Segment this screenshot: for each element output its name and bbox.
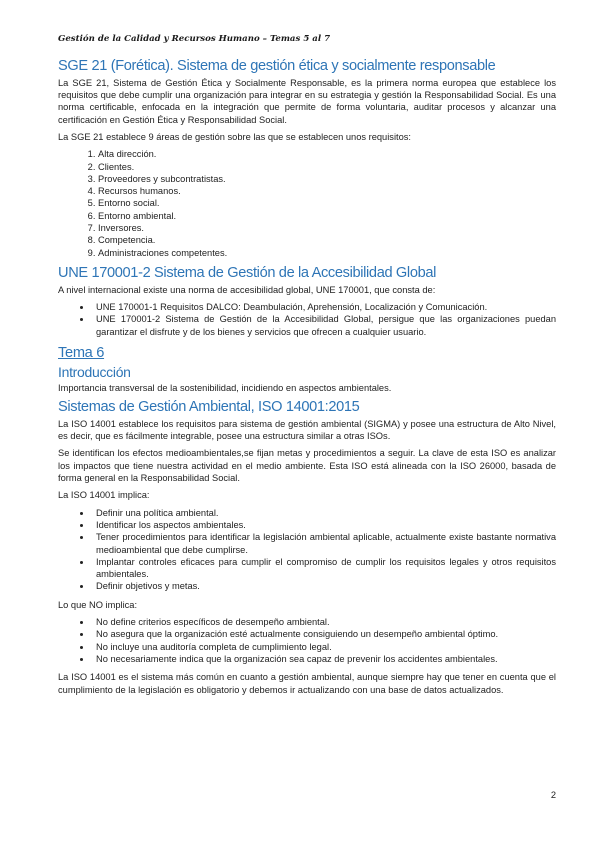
list-item: • No necesariamente indica que la organización sea capaz de prevenir los accidentes ambientales. [92, 653, 556, 665]
une-list [58, 301, 556, 338]
list-item: • Implantar controles eficaces para cumplir el compromiso de cumplir los requisitos legales y otros requisitos ambientales. [92, 556, 556, 581]
list-item: 2. Clientes. [98, 161, 556, 173]
list-item: 1. Alta dirección. [98, 148, 556, 160]
sge21-paragraph-1: La SGE 21, Sistema de Gestión Ética y Socialmente Responsable, es la primera norma europea que establece los requisitos que debe cumplir una organización para integrar en su estrategia y gestión la Responsabilidad Social. Es una norma certificable, enfocada en la integración que permite de forma voluntaria, auditar procesos y alcanzar una certificación en Gestión Ética y Responsabilidad Social. [58, 77, 556, 125]
sge21-areas-list [58, 148, 556, 259]
list-item: 7. Inversores. [98, 222, 556, 234]
tema6-heading: Tema 6 [58, 344, 105, 361]
list-item: • No asegura que la organización esté actualmente consiguiendo un desempeño ambiental óptimo. [92, 628, 556, 640]
list-item: 8. Competencia. [98, 234, 556, 246]
iso-paragraph-3: La ISO 14001 es el sistema más común en cuanto a gestión ambiental, aunque siempre hay que tener en cuenta que el cumplimiento de la legislación es obligatorio y debemos ir actualizando con una base de datos actualizados. [58, 672, 556, 695]
iso-implica-list [58, 507, 556, 593]
iso-heading: Sistemas de Gestión Ambiental, ISO 14001:2015 [58, 399, 360, 416]
list-item: 3. Proveedores y subcontratistas. [98, 173, 556, 185]
sge21-paragraph-2: La SGE 21 establece 9 áreas de gestión sobre las que se establecen unos requisitos: [58, 131, 411, 142]
list-item: 6. Entorno ambiental. [98, 210, 556, 222]
list-item: • Definir objetivos y metas. [92, 580, 556, 592]
running-header: Gestión de la Calidad y Recursos Humano – Temas 5 al 7 [58, 34, 331, 44]
list-item: • Definir una política ambiental. [92, 507, 556, 519]
une-paragraph: A nivel internacional existe una norma de accesibilidad global, UNE 170001, que consta de: [58, 284, 436, 295]
une-heading: UNE 170001-2 Sistema de Gestión de la Accesibilidad Global [58, 264, 437, 281]
iso-paragraph-1: La ISO 14001 establece los requisitos para sistema de gestión ambiental (SIGMA) y posee una estructura de Alto Nivel, es decir, que es fácilmente integrable, posee una estructura similar a otras ISOs. [58, 418, 556, 442]
list-item: • Tener procedimientos para identificar la legislación ambiental aplicable, actualmente existe bastante normativa medioambiental que debe cumplirse. [92, 531, 556, 556]
sge21-heading: SGE 21 (Forética). Sistema de gestión ética y socialmente responsable [58, 58, 496, 74]
iso-implica-label: La ISO 14001 implica: [58, 490, 150, 501]
iso-no-implica-list [58, 616, 556, 665]
list-item: 9. Administraciones competentes. [98, 247, 556, 259]
list-item: • Identificar los aspectos ambientales. [92, 519, 556, 531]
iso-paragraph-2: Se identifican los efectos medioambientales,se fijan metas y procedimientos a seguir. La clave de esta ISO es analizar los impactos que tiene nuestra actividad en el medio ambiente. Esta ISO está alineada con la ISO 26000, basada de forma general en la Responsabilidad Social. [58, 448, 556, 484]
iso-no-implica-label: Lo que NO implica: [58, 599, 138, 610]
list-item: 5. Entorno social. [98, 197, 556, 209]
list-item: • No incluye una auditoría completa de cumplimiento legal. [92, 641, 556, 653]
list-item: • UNE 170001-2 Sistema de Gestión de la Accesibilidad Global, persigue que las organizaciones puedan garantizar el disfrute y de los bienes y servicios que ofrecen a cualquier usuario. [92, 313, 556, 338]
introduccion-paragraph: Importancia transversal de la sostenibilidad, incidiendo en aspectos ambientales. [58, 382, 392, 393]
introduccion-heading: Introducción [58, 363, 131, 380]
list-item: 4. Recursos humanos. [98, 185, 556, 197]
list-item: • UNE 170001-1 Requisitos DALCO: Deambulación, Aprehensión, Localización y Comunicación. [92, 301, 556, 313]
page-number: 2 [550, 790, 556, 800]
list-item: • No define criterios específicos de desempeño ambiental. [92, 616, 556, 628]
